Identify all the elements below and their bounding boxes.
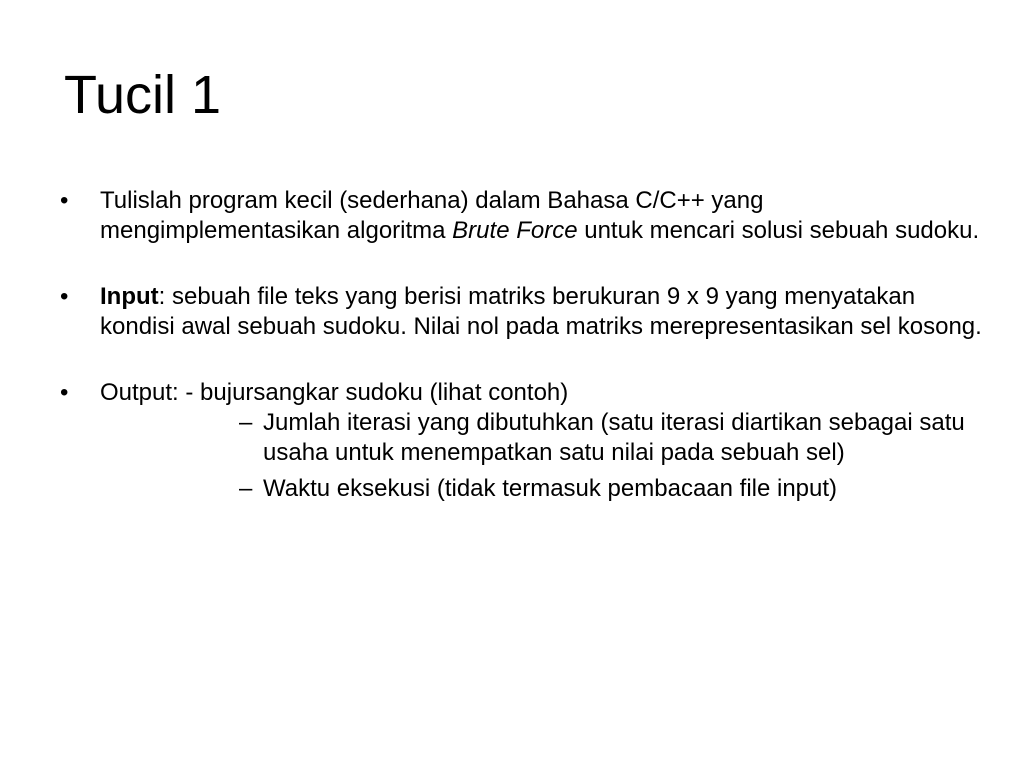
bullet-item-task	[60, 186, 990, 246]
bullet-text: : sebuah file teks yang berisi matriks berukuran 9 x 9 yang menyatakan kondisi awal sebuah sudoku. Nilai nol pada matriks merepresentasikan sel kosong.	[100, 283, 982, 340]
slide-body	[60, 186, 990, 504]
sub-item-execution-time	[239, 474, 990, 504]
bullet-text-continued: untuk mencari solusi sebuah sudoku.	[577, 217, 980, 244]
sub-item-iterations	[239, 408, 990, 468]
sub-item-text: Waktu eksekusi (tidak termasuk pembacaan file input)	[263, 475, 838, 502]
bullet-marker: •	[60, 187, 69, 214]
sub-marker: –	[239, 475, 253, 502]
sub-item-text: Jumlah iterasi yang dibutuhkan (satu iterasi diartikan sebagai satu usaha untuk menempatkan satu nilai pada sebuah sel)	[263, 409, 965, 466]
bullet-item-input	[60, 282, 990, 342]
bullet-marker: •	[60, 283, 69, 310]
input-label: Input	[100, 283, 159, 310]
bullet-item-output	[60, 378, 990, 504]
slide-title: Tucil 1	[64, 65, 222, 125]
bullet-marker: •	[60, 379, 69, 406]
sub-marker: –	[239, 409, 253, 436]
emphasis-text: Brute Force	[452, 217, 578, 244]
bullet-text: Tulislah program kecil (sederhana) dalam Bahasa C/C++ yang mengimplementasikan algoritma	[100, 187, 764, 244]
bullet-text: Output: - bujursangkar sudoku (lihat contoh)	[100, 379, 569, 406]
